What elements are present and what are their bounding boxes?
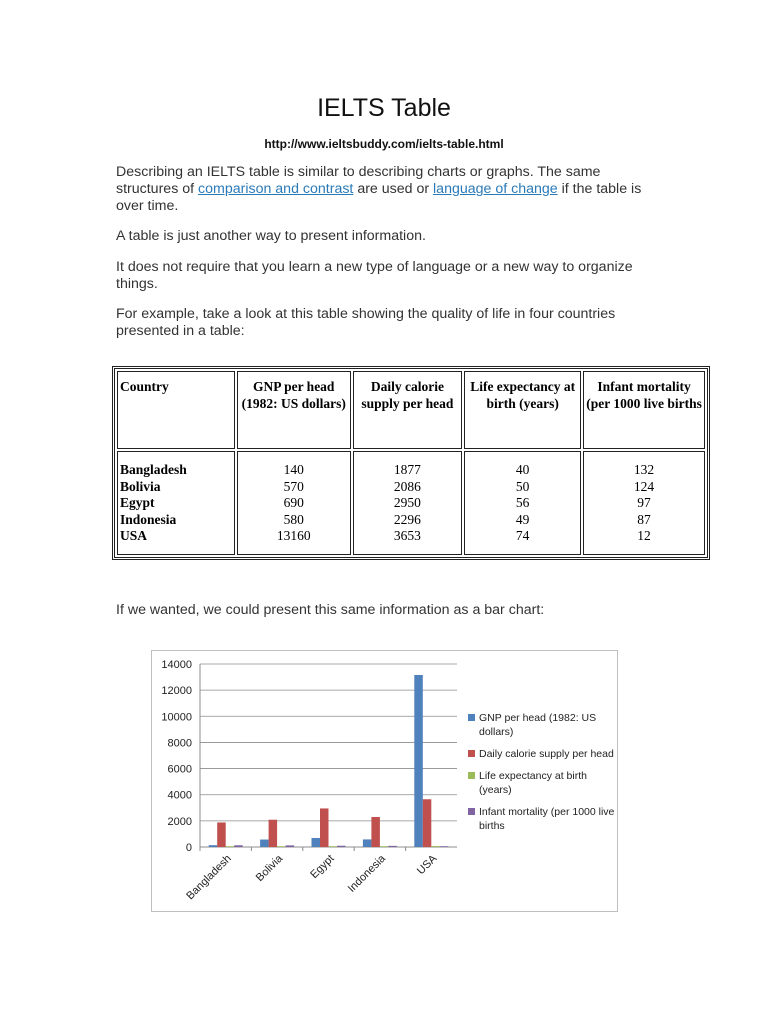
bar-bangladesh-series-0 xyxy=(209,845,218,847)
quality-of-life-table xyxy=(112,366,710,560)
bar-indonesia-series-1 xyxy=(371,817,380,847)
page-title: IELTS Table xyxy=(317,94,451,122)
legend-item xyxy=(468,769,616,797)
bar-egypt-series-3 xyxy=(337,846,346,847)
header-gnp: GNP per head (1982: US dollars) xyxy=(237,371,351,449)
x-tick-label: Bangladesh xyxy=(184,852,234,903)
table-cell-country: USA xyxy=(120,528,148,543)
table-cell-country: Bolivia xyxy=(120,478,161,494)
comparison-contrast-link[interactable]: comparison and contrast xyxy=(198,181,354,197)
bar-bangladesh-series-2 xyxy=(226,846,235,847)
bar-indonesia-series-2 xyxy=(380,846,389,847)
bar-chart xyxy=(151,650,618,912)
table-cell-calorie: 3653 xyxy=(393,528,421,543)
intro-text-b: are used or xyxy=(353,181,434,197)
bar-egypt-series-2 xyxy=(329,846,338,847)
table-cell-life: 50 xyxy=(515,478,530,494)
legend-label: GNP per head (1982: US dollars) xyxy=(479,712,597,738)
table-cell-life: 40 xyxy=(515,462,530,477)
bar-bangladesh-series-3 xyxy=(234,845,243,847)
chart-legend xyxy=(468,711,616,841)
bar-egypt-series-0 xyxy=(312,838,321,847)
x-tick-label: Bolivia xyxy=(253,852,286,885)
bar-usa-series-1 xyxy=(423,799,432,847)
bar-bangladesh-series-1 xyxy=(217,822,226,847)
table-cell-country: Bangladesh xyxy=(120,462,187,477)
bar-indonesia-series-0 xyxy=(363,839,372,847)
bar-indonesia-series-3 xyxy=(388,846,397,847)
intro-text-c: if the table is over time. xyxy=(116,181,642,214)
gnp-column xyxy=(237,451,351,555)
legend-label: Daily calorie supply per head xyxy=(479,748,614,760)
header-infant-mortality: Infant mortality (per 1000 live births xyxy=(583,371,705,449)
x-tick-label: Egypt xyxy=(308,852,337,882)
table-cell-life: 56 xyxy=(515,495,530,510)
paragraph-table-info: A table is just another way to present information. xyxy=(116,228,426,244)
table-cell-calorie: 1877 xyxy=(393,462,421,477)
legend-item xyxy=(468,747,616,761)
y-tick-label: 8000 xyxy=(167,737,192,750)
country-column xyxy=(117,451,235,555)
table-cell-calorie: 2086 xyxy=(393,478,421,494)
source-url: http://www.ieltsbuddy.com/ielts-table.html xyxy=(264,137,504,151)
table-cell-gnp: 690 xyxy=(283,495,304,510)
table-cell-calorie: 2950 xyxy=(393,495,421,510)
bar-bolivia-series-3 xyxy=(286,845,295,847)
table-cell-infant: 124 xyxy=(633,478,655,494)
table-cell-gnp: 580 xyxy=(283,511,304,527)
bar-usa-series-2 xyxy=(431,846,440,847)
header-country: Country xyxy=(117,371,235,449)
table-cell-infant: 97 xyxy=(637,495,651,510)
legend-item xyxy=(468,805,616,833)
legend-swatch xyxy=(468,808,475,815)
y-tick-label: 12000 xyxy=(161,685,192,698)
paragraph-bar-chart-intro: If we wanted, we could present this same information as a bar chart: xyxy=(116,602,545,618)
y-tick-label: 2000 xyxy=(167,815,192,828)
intro-paragraph xyxy=(116,164,656,215)
table-cell-infant: 132 xyxy=(633,462,655,477)
table-header-row xyxy=(117,371,705,449)
header-life-expectancy: Life expectancy at birth (years) xyxy=(464,371,581,449)
legend-label: Life expectancy at birth (years) xyxy=(479,770,587,796)
legend-swatch xyxy=(468,772,475,779)
table-cell-country: Indonesia xyxy=(120,511,177,527)
x-tick-label: USA xyxy=(414,852,440,878)
y-tick-label: 10000 xyxy=(161,711,192,724)
life-expectancy-column xyxy=(464,451,581,555)
language-of-change-link[interactable]: language of change xyxy=(433,181,558,197)
table-cell-life: 49 xyxy=(515,511,530,527)
table-body-row xyxy=(117,451,705,555)
header-calorie: Daily calorie supply per head xyxy=(353,371,463,449)
y-tick-label: 4000 xyxy=(167,789,192,802)
bar-bolivia-series-0 xyxy=(260,840,269,847)
paragraph-no-new-language: It does not require that you learn a new type of language or a new way to organize things. xyxy=(116,259,633,292)
legend-label: Infant mortality (per 1000 live births xyxy=(479,806,615,832)
table-cell-life: 74 xyxy=(515,528,530,543)
bar-usa-series-0 xyxy=(414,675,423,847)
bar-egypt-series-1 xyxy=(320,808,329,847)
table-cell-gnp: 13160 xyxy=(276,528,311,543)
table-cell-infant: 87 xyxy=(637,511,651,527)
intro-text-a: Describing an IELTS table is similar to describing charts or graphs. The same structures of xyxy=(116,164,601,197)
x-tick-label: Indonesia xyxy=(345,852,389,895)
y-tick-label: 6000 xyxy=(167,763,192,776)
legend-swatch xyxy=(468,750,475,757)
table-cell-country: Egypt xyxy=(120,495,155,510)
table-cell-gnp: 570 xyxy=(283,478,304,494)
data-table xyxy=(115,369,707,557)
infant-mortality-column xyxy=(583,451,705,555)
legend-item xyxy=(468,711,616,739)
table-cell-infant: 12 xyxy=(637,528,651,543)
bar-bolivia-series-2 xyxy=(277,846,286,847)
bar-usa-series-3 xyxy=(440,846,449,847)
paragraph-example: For example, take a look at this table showing the quality of life in four countries presented in a table: xyxy=(116,306,616,339)
legend-swatch xyxy=(468,714,475,721)
calorie-column xyxy=(353,451,463,555)
table-cell-calorie: 2296 xyxy=(393,511,421,527)
table-cell-gnp: 140 xyxy=(283,462,304,477)
bar-bolivia-series-1 xyxy=(269,820,278,847)
y-tick-label: 14000 xyxy=(161,659,192,671)
y-tick-label: 0 xyxy=(185,842,192,854)
